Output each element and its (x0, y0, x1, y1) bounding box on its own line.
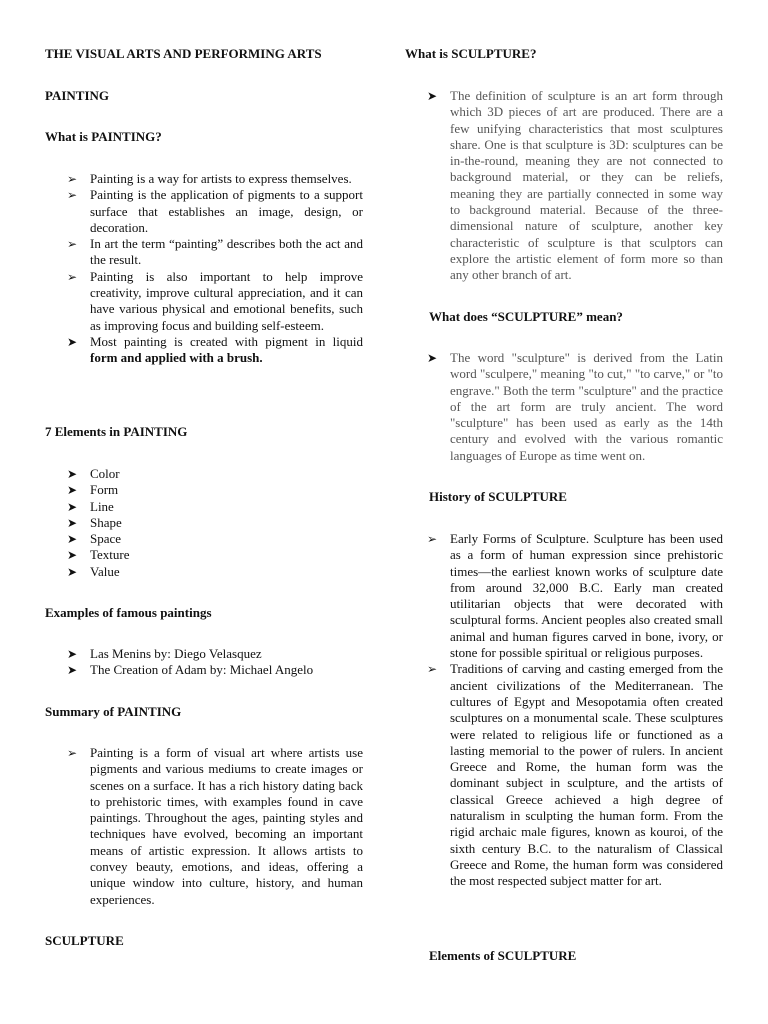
arrowhead-bullet-icon: ➤ (67, 499, 78, 514)
outline-arrow-bullet-icon: ➢ (67, 237, 78, 252)
what-is-painting-list (45, 171, 363, 367)
arrowhead-bullet-icon: ➤ (67, 663, 78, 678)
elements-heading: 7 Elements in PAINTING (45, 424, 188, 439)
list-item: ➤ Las Menins by: Diego Velasquez (67, 646, 262, 661)
list-item: ➢ Traditions of carving and casting emerged from the ancient civilizations of the Mediterranean. The cultures of Egypt and Mesopotamia often created sculptures on a monumental scale. These sculptures were related to religious life or functioned as a lasting memorial to the power of rulers. In ancient Greece and Rome, the human form was the dominant subject in sculpture, and the artists of classical Greece achieved a high degree of naturalism in sculpting the human form. From the rigid archaic male figures, known as kouroi, of the sixth century B.C. to the naturalism of Classical Greece and Rome, the human form was considered the most respected subject matter for art. (427, 661, 723, 889)
arrowhead-bullet-icon: ➤ (67, 515, 78, 530)
list-item: ➢ Painting is the application of pigments to a support surface that establishes an image, design, or decoration. (67, 187, 363, 235)
painting-heading: PAINTING (45, 88, 110, 103)
history-list (405, 531, 723, 890)
list-item: ➤ Shape (67, 514, 122, 530)
what-is-sculpture-list (405, 88, 723, 284)
examples-list (45, 646, 363, 679)
list-item: ➤ Line (67, 498, 114, 514)
sculpture-meaning-heading: What does “SCULPTURE” mean? (429, 309, 623, 324)
arrowhead-bullet-icon: ➤ (67, 483, 78, 498)
list-item: ➤ Texture (67, 547, 130, 563)
outline-arrow-bullet-icon: ➢ (67, 188, 78, 203)
list-item: ➢ In art the term “painting” describes both the act and the result. (67, 236, 363, 268)
elements-of-sculpture-heading: Elements of SCULPTURE (429, 948, 577, 963)
summary-list (45, 745, 363, 908)
list-item: ➤ Value (67, 563, 120, 579)
what-is-sculpture-heading: What is SCULPTURE? (405, 46, 537, 61)
what-is-painting-heading: What is PAINTING? (45, 129, 162, 144)
outline-arrow-bullet-icon: ➢ (427, 532, 438, 546)
list-item: ➤ The definition of sculpture is an art form through which 3D pieces of art are produced. There are a few unifying characteristics that most sculptures share. One is that sculpture is 3D: sculptures can be in-the-round, meaning they are not connected to background material, or they can be reliefs, meaning they are partially connected in some way to background material. Because of the three-dimensional nature of sculpture, another key characteristic of sculpture is that sculptors can explore the artistic element of form more so than any other branch of art. (427, 88, 723, 283)
list-item: ➤ Form (67, 482, 119, 498)
outline-arrow-bullet-icon: ➢ (427, 662, 438, 677)
arrowhead-bullet-icon: ➤ (67, 548, 78, 563)
summary-heading: Summary of PAINTING (45, 704, 182, 719)
arrowhead-bullet-icon: ➤ (67, 334, 78, 349)
sculpture-meaning-list (405, 350, 723, 464)
list-item: ➤ Color (67, 466, 120, 481)
history-heading: History of SCULPTURE (429, 489, 567, 504)
outline-arrow-bullet-icon: ➢ (67, 269, 78, 284)
sculpture-heading: SCULPTURE (45, 933, 124, 948)
arrowhead-bullet-icon: ➤ (427, 351, 438, 365)
list-item: ➢ Painting is also important to help improve creativity, improve cultural appreciation, and it can have various physical and emotional benefits, such as improving focus and building self-esteem. (67, 268, 363, 333)
list-item: ➤ Most painting is created with pigment in liquid form and applied with a brush. (67, 333, 363, 366)
arrowhead-bullet-icon: ➤ (67, 647, 78, 661)
arrowhead-bullet-icon: ➤ (67, 564, 78, 579)
arrowhead-bullet-icon: ➤ (427, 89, 438, 103)
outline-arrow-bullet-icon: ➢ (67, 746, 78, 760)
arrowhead-bullet-icon: ➤ (67, 532, 78, 547)
list-item: ➤ The Creation of Adam by: Michael Angelo (67, 662, 314, 678)
list-item: ➤ Space (67, 531, 122, 547)
arrowhead-bullet-icon: ➤ (67, 467, 78, 481)
document-title: THE VISUAL ARTS AND PERFORMING ARTS (45, 46, 322, 61)
outline-arrow-bullet-icon: ➢ (67, 172, 78, 186)
list-item: ➢ Painting is a form of visual art where artists use pigments and various mediums to create images or scenes on a surface. It has a rich history dating back to prehistoric times, with examples found in cave paintings. Throughout the ages, painting styles and techniques have evolved, becoming an important means of artistic expression. It allows artists to convey beauty, emotions, and ideas, offering a unique window into culture, history, and human experiences. (67, 745, 363, 907)
list-item: ➢ Early Forms of Sculpture. Sculpture has been used as a form of human expression since prehistoric times—the earliest known works of sculpture date from around 32,000 B.C. Early man created utilitarian objects that were decorated with sculptural forms. Ancient peoples also created small animal and human figures carved in bone, ivory, or stone for possible spiritual or religious purposes. (427, 531, 723, 661)
list-item: ➤ The word "sculpture" is derived from the Latin word "sculpere," meaning "to cut," "to carve," or "to engrave." Both the term "sculpture" and the practice of the art form are truly ancient. The word "sculpture" has been used as early as the 14th century and evolved with the various romantic languages of Europe as time went on. (427, 350, 723, 463)
elements-list (45, 466, 363, 580)
examples-heading: Examples of famous paintings (45, 605, 212, 620)
list-item: ➢ Painting is a way for artists to express themselves. (67, 171, 352, 186)
